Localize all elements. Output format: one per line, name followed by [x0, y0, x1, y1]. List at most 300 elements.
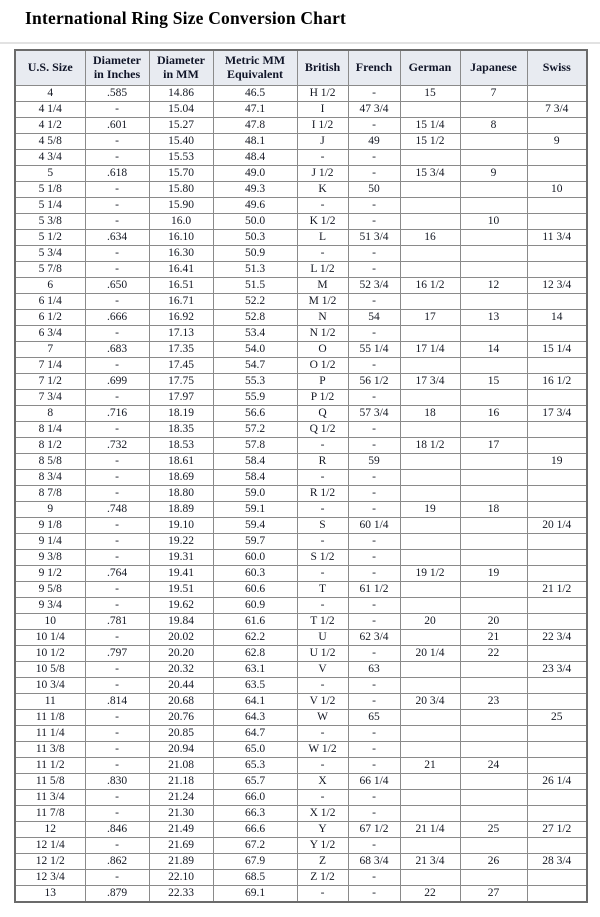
table-cell: - [297, 598, 348, 614]
table-cell: N 1/2 [297, 326, 348, 342]
table-cell: 24 [460, 758, 527, 774]
table-cell [400, 806, 460, 822]
table-cell [400, 534, 460, 550]
table-cell: 20 [460, 614, 527, 630]
table-cell: .601 [85, 118, 149, 134]
table-cell: 65.0 [213, 742, 297, 758]
table-cell: 9 1/2 [15, 566, 85, 582]
table-cell [527, 678, 587, 694]
table-cell [527, 870, 587, 886]
table-cell: 19.84 [149, 614, 213, 630]
table-cell [460, 790, 527, 806]
table-cell: 59.1 [213, 502, 297, 518]
table-cell [527, 326, 587, 342]
table-cell: 50.0 [213, 214, 297, 230]
table-cell: - [348, 678, 400, 694]
table-cell: 10 1/2 [15, 646, 85, 662]
table-cell: 19 1/2 [400, 566, 460, 582]
table-cell: J [297, 134, 348, 150]
table-cell: 8 5/8 [15, 454, 85, 470]
table-cell: 63 [348, 662, 400, 678]
table-cell: 16.41 [149, 262, 213, 278]
table-cell: N [297, 310, 348, 326]
table-row [15, 438, 587, 454]
table-cell: - [348, 486, 400, 502]
table-cell: 4 [15, 86, 85, 102]
table-cell [400, 630, 460, 646]
table-cell: - [85, 470, 149, 486]
table-cell: 52.8 [213, 310, 297, 326]
table-cell: 18 [460, 502, 527, 518]
table-cell: K 1/2 [297, 214, 348, 230]
table-cell: 21 [460, 630, 527, 646]
table-row [15, 246, 587, 262]
column-header: British [297, 50, 348, 86]
table-cell: 16.30 [149, 246, 213, 262]
table-cell: - [85, 598, 149, 614]
table-cell [400, 774, 460, 790]
table-cell: 22 [460, 646, 527, 662]
table-cell: - [297, 566, 348, 582]
table-cell: 11 1/8 [15, 710, 85, 726]
table-cell: - [85, 582, 149, 598]
table-cell: - [348, 422, 400, 438]
table-cell: 65.7 [213, 774, 297, 790]
table-cell [460, 806, 527, 822]
table-cell: - [85, 102, 149, 118]
table-cell: 21.69 [149, 838, 213, 854]
table-row [15, 870, 587, 886]
table-row [15, 566, 587, 582]
table-cell [460, 102, 527, 118]
table-cell: 62.2 [213, 630, 297, 646]
table-row [15, 150, 587, 166]
table-cell: .748 [85, 502, 149, 518]
table-cell: 5 1/8 [15, 182, 85, 198]
table-row [15, 822, 587, 838]
column-header: Japanese [460, 50, 527, 86]
table-cell: 18 [400, 406, 460, 422]
table-cell: 10 [15, 614, 85, 630]
table-cell: .634 [85, 230, 149, 246]
table-row [15, 694, 587, 710]
table-cell [527, 294, 587, 310]
table-cell: 18.35 [149, 422, 213, 438]
table-cell: 15.27 [149, 118, 213, 134]
table-cell [527, 262, 587, 278]
table-cell: .650 [85, 278, 149, 294]
table-cell: 21 3/4 [400, 854, 460, 870]
table-cell: S [297, 518, 348, 534]
table-cell: 16.92 [149, 310, 213, 326]
table-cell: 9 1/4 [15, 534, 85, 550]
table-cell: 19.62 [149, 598, 213, 614]
table-cell: X [297, 774, 348, 790]
column-header: Diameter in MM [149, 50, 213, 86]
table-cell [527, 694, 587, 710]
table-cell: 16 1/2 [527, 374, 587, 390]
table-cell: .846 [85, 822, 149, 838]
table-cell: 13 [460, 310, 527, 326]
table-cell: 26 [460, 854, 527, 870]
table-cell [527, 198, 587, 214]
table-cell: V 1/2 [297, 694, 348, 710]
table-cell [527, 118, 587, 134]
table-cell: 18.69 [149, 470, 213, 486]
table-cell: 17 [460, 438, 527, 454]
table-cell: 21.49 [149, 822, 213, 838]
table-row [15, 662, 587, 678]
header-row [15, 50, 587, 86]
table-cell: U [297, 630, 348, 646]
table-cell: 48.4 [213, 150, 297, 166]
table-row [15, 230, 587, 246]
table-cell: - [297, 790, 348, 806]
table-cell: 5 7/8 [15, 262, 85, 278]
table-cell: 15.40 [149, 134, 213, 150]
table-cell [460, 422, 527, 438]
table-cell: R [297, 454, 348, 470]
table-cell: 18.53 [149, 438, 213, 454]
table-row [15, 630, 587, 646]
table-cell: 54.7 [213, 358, 297, 374]
table-row [15, 646, 587, 662]
table-cell [527, 886, 587, 903]
table-cell: 19.22 [149, 534, 213, 550]
table-cell: 14 [460, 342, 527, 358]
table-body [15, 86, 587, 903]
table-cell: - [348, 726, 400, 742]
table-cell: 11 [15, 694, 85, 710]
table-row [15, 198, 587, 214]
table-cell: 7 3/4 [15, 390, 85, 406]
table-cell: - [348, 438, 400, 454]
table-cell: 17.13 [149, 326, 213, 342]
table-cell [460, 262, 527, 278]
table-cell: 62.8 [213, 646, 297, 662]
table-cell [400, 726, 460, 742]
table-cell: 6 1/4 [15, 294, 85, 310]
table-cell: - [85, 198, 149, 214]
table-cell: - [85, 806, 149, 822]
table-cell: - [297, 150, 348, 166]
table-cell: 16.51 [149, 278, 213, 294]
table-cell: 11 1/2 [15, 758, 85, 774]
table-cell: 17 1/4 [400, 342, 460, 358]
table-cell: 49.6 [213, 198, 297, 214]
table-cell: 17.35 [149, 342, 213, 358]
table-cell [400, 838, 460, 854]
table-cell: - [348, 566, 400, 582]
table-cell: 67.9 [213, 854, 297, 870]
table-cell: - [297, 534, 348, 550]
table-cell [527, 390, 587, 406]
table-cell: - [85, 870, 149, 886]
table-cell: .764 [85, 566, 149, 582]
table-cell: 8 7/8 [15, 486, 85, 502]
table-cell: 17 3/4 [400, 374, 460, 390]
table-cell: - [348, 870, 400, 886]
table-cell: .585 [85, 86, 149, 102]
table-cell: 49.0 [213, 166, 297, 182]
table-cell [400, 470, 460, 486]
table-cell [460, 454, 527, 470]
table-row [15, 678, 587, 694]
table-row [15, 310, 587, 326]
table-cell [460, 230, 527, 246]
table-row [15, 854, 587, 870]
table-cell: 7 3/4 [527, 102, 587, 118]
table-cell: 54.0 [213, 342, 297, 358]
conversion-table [14, 49, 588, 903]
table-cell [400, 598, 460, 614]
table-cell: - [85, 790, 149, 806]
table-cell: Q [297, 406, 348, 422]
table-cell: 65 [348, 710, 400, 726]
table-cell: Z 1/2 [297, 870, 348, 886]
table-cell: 63.1 [213, 662, 297, 678]
table-cell: 46.5 [213, 86, 297, 102]
table-cell: L [297, 230, 348, 246]
table-cell [460, 550, 527, 566]
table-row [15, 614, 587, 630]
table-cell: O 1/2 [297, 358, 348, 374]
table-cell: 15 1/4 [527, 342, 587, 358]
table-cell: 15.53 [149, 150, 213, 166]
table-cell [400, 454, 460, 470]
table-cell: 17 [400, 310, 460, 326]
table-cell: 20.85 [149, 726, 213, 742]
table-cell: 14 [527, 310, 587, 326]
table-cell: 57 3/4 [348, 406, 400, 422]
table-cell: .618 [85, 166, 149, 182]
table-cell [400, 198, 460, 214]
table-cell: 60.0 [213, 550, 297, 566]
table-row [15, 390, 587, 406]
table-cell: 15.70 [149, 166, 213, 182]
table-cell: - [348, 198, 400, 214]
table-cell: 12 [460, 278, 527, 294]
table-cell: 20.02 [149, 630, 213, 646]
table-cell [460, 582, 527, 598]
table-cell: 59 [348, 454, 400, 470]
table-cell: - [85, 214, 149, 230]
table-cell: 5 1/2 [15, 230, 85, 246]
table-row [15, 726, 587, 742]
table-cell: - [348, 614, 400, 630]
table-cell [460, 518, 527, 534]
table-cell [460, 198, 527, 214]
table-cell: 10 [527, 182, 587, 198]
table-cell: 22.33 [149, 886, 213, 903]
table-cell: 20 [400, 614, 460, 630]
table-cell [527, 614, 587, 630]
table-cell: 20 1/4 [400, 646, 460, 662]
table-row [15, 742, 587, 758]
table-cell: 66 1/4 [348, 774, 400, 790]
table-cell: - [348, 214, 400, 230]
table-cell: 12 3/4 [527, 278, 587, 294]
table-cell: 60.3 [213, 566, 297, 582]
table-cell: 17.97 [149, 390, 213, 406]
table-cell: 9 1/8 [15, 518, 85, 534]
table-cell: .699 [85, 374, 149, 390]
table-row [15, 838, 587, 854]
table-cell: 4 1/4 [15, 102, 85, 118]
table-cell [460, 150, 527, 166]
table-cell: S 1/2 [297, 550, 348, 566]
table-row [15, 358, 587, 374]
table-cell: .716 [85, 406, 149, 422]
table-cell: 15.90 [149, 198, 213, 214]
table-header [15, 50, 587, 86]
table-cell [527, 246, 587, 262]
table-cell: 17.45 [149, 358, 213, 374]
table-cell: 11 3/8 [15, 742, 85, 758]
table-cell: 15 [460, 374, 527, 390]
table-cell: X 1/2 [297, 806, 348, 822]
table-cell: 64.3 [213, 710, 297, 726]
table-cell: 8 3/4 [15, 470, 85, 486]
table-cell [527, 726, 587, 742]
table-row [15, 326, 587, 342]
table-cell: 10 1/4 [15, 630, 85, 646]
table-cell: 67 1/2 [348, 822, 400, 838]
table-row [15, 582, 587, 598]
table-cell [460, 838, 527, 854]
table-cell [400, 582, 460, 598]
table-cell: - [297, 726, 348, 742]
table-cell: Q 1/2 [297, 422, 348, 438]
table-cell [527, 486, 587, 502]
table-cell: 55.3 [213, 374, 297, 390]
table-cell [400, 262, 460, 278]
table-cell: 28 3/4 [527, 854, 587, 870]
table-cell: - [297, 198, 348, 214]
table-cell: 9 3/4 [15, 598, 85, 614]
table-cell: T 1/2 [297, 614, 348, 630]
table-cell [527, 598, 587, 614]
table-cell: 11 7/8 [15, 806, 85, 822]
table-cell: 8 1/2 [15, 438, 85, 454]
table-cell [460, 742, 527, 758]
table-cell: 16 [400, 230, 460, 246]
table-cell: - [85, 134, 149, 150]
table-cell: 21 1/2 [527, 582, 587, 598]
table-cell: 18.61 [149, 454, 213, 470]
table-cell: 64.1 [213, 694, 297, 710]
table-cell: - [348, 262, 400, 278]
table-cell [400, 294, 460, 310]
table-cell: 4 5/8 [15, 134, 85, 150]
table-cell [460, 598, 527, 614]
table-cell [527, 566, 587, 582]
table-cell: W [297, 710, 348, 726]
table-cell: 17 3/4 [527, 406, 587, 422]
table-cell: 12 1/2 [15, 854, 85, 870]
column-header: U.S. Size [15, 50, 85, 86]
table-cell: 22.10 [149, 870, 213, 886]
table-cell: - [297, 470, 348, 486]
table-cell: 49.3 [213, 182, 297, 198]
table-cell: 5 3/4 [15, 246, 85, 262]
table-cell: 25 [460, 822, 527, 838]
table-cell: H 1/2 [297, 86, 348, 102]
table-cell: - [85, 358, 149, 374]
table-cell: 23 [460, 694, 527, 710]
table-cell [527, 550, 587, 566]
table-cell: - [85, 486, 149, 502]
column-header: French [348, 50, 400, 86]
table-cell: - [348, 470, 400, 486]
table-cell [400, 550, 460, 566]
table-cell: - [85, 742, 149, 758]
table-row [15, 278, 587, 294]
table-cell [527, 838, 587, 854]
table-cell: 63.5 [213, 678, 297, 694]
table-row [15, 262, 587, 278]
table-cell [527, 422, 587, 438]
table-cell: - [85, 710, 149, 726]
table-cell: O [297, 342, 348, 358]
table-cell [527, 758, 587, 774]
table-cell: 58.4 [213, 470, 297, 486]
table-cell: 57.2 [213, 422, 297, 438]
table-cell: 19.31 [149, 550, 213, 566]
table-cell [527, 166, 587, 182]
table-cell: 64.7 [213, 726, 297, 742]
table-row [15, 598, 587, 614]
table-cell: - [85, 246, 149, 262]
table-cell [527, 742, 587, 758]
table-cell: 69.1 [213, 886, 297, 903]
table-cell: 4 1/2 [15, 118, 85, 134]
table-cell: - [85, 534, 149, 550]
table-cell: 59.0 [213, 486, 297, 502]
table-cell [527, 806, 587, 822]
table-cell: 18 1/2 [400, 438, 460, 454]
table-cell [460, 326, 527, 342]
table-cell: 65.3 [213, 758, 297, 774]
table-cell: 58.4 [213, 454, 297, 470]
table-cell: 52 3/4 [348, 278, 400, 294]
table-cell [460, 726, 527, 742]
table-row [15, 118, 587, 134]
table-cell: - [85, 326, 149, 342]
table-row [15, 486, 587, 502]
table-row [15, 214, 587, 230]
table-cell: 7 [15, 342, 85, 358]
table-cell: 7 [460, 86, 527, 102]
table-cell [400, 422, 460, 438]
table-cell [460, 774, 527, 790]
table-cell: 8 1/4 [15, 422, 85, 438]
table-cell: - [297, 758, 348, 774]
table-cell: 49 [348, 134, 400, 150]
table-cell: - [297, 886, 348, 903]
table-cell: 51.3 [213, 262, 297, 278]
table-row [15, 182, 587, 198]
table-row [15, 886, 587, 903]
table-cell: 57.8 [213, 438, 297, 454]
table-cell: 19 [400, 502, 460, 518]
table-row [15, 134, 587, 150]
table-cell: 61.6 [213, 614, 297, 630]
table-cell: 22 [400, 886, 460, 903]
table-cell: .814 [85, 694, 149, 710]
table-cell: 12 [15, 822, 85, 838]
table-cell: 6 1/2 [15, 310, 85, 326]
